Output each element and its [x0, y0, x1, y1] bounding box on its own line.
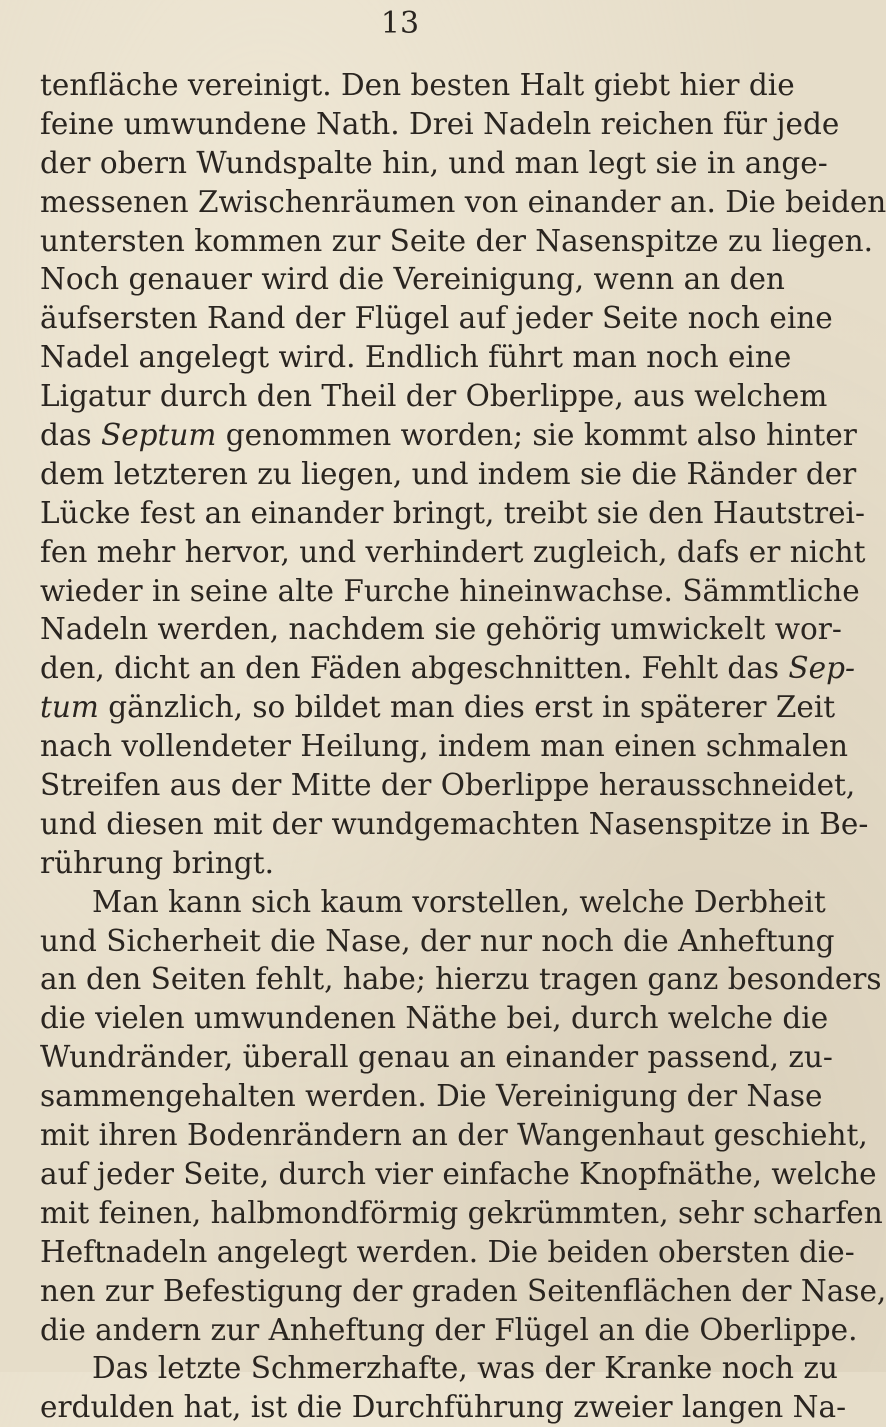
text-line: fen mehr hervor, und verhindert zugleich, dafs er nicht — [40, 534, 866, 569]
text-line — [40, 649, 855, 688]
italic-term: Septum — [101, 418, 217, 453]
text-line: feine umwundene Nath. Drei Nadeln reichen für jede — [40, 106, 840, 141]
text-line: mit feinen, halbmondförmig gekrümmten, sehr scharfen — [40, 1195, 883, 1230]
text-line: und Sicherheit die Nase, der nur noch die Anheftung — [40, 923, 835, 958]
italic-term: tum — [40, 690, 99, 725]
text-line: sammengehalten werden. Die Vereinigung der Nase — [40, 1079, 823, 1114]
text-line: messenen Zwischenräumen von einander an. Die beiden — [40, 184, 886, 219]
text-line-segment: das — [40, 418, 101, 453]
text-line: Nadeln werden, nachdem sie gehörig umwickelt wor- — [40, 612, 842, 647]
text-line: nach vollendeter Heilung, indem man einen schmalen — [40, 729, 848, 764]
text-line: Das letzte Schmerzhafte, was der Kranke noch zu — [92, 1351, 838, 1386]
text-line: dem letzteren zu liegen, und indem sie die Ränder der — [40, 456, 857, 491]
text-line-segment: gänzlich, so bildet man dies erst in späterer Zeit — [98, 690, 836, 725]
text-line: Ligatur durch den Theil der Oberlippe, aus welchem — [40, 379, 828, 414]
text-line: die andern zur Anheftung der Flügel an die Oberlippe. — [40, 1312, 858, 1347]
text-line-segment: genommen worden; sie kommt also hinter — [216, 418, 857, 453]
text-line: der obern Wundspalte hin, und man legt sie in ange- — [40, 145, 828, 180]
text-line: Nadel angelegt wird. Endlich führt man noch eine — [40, 340, 792, 375]
page-number: 13 — [380, 6, 420, 41]
text-line: Lücke fest an einander bringt, treibt sie den Hautstrei- — [40, 495, 865, 530]
text-line-segment: den, dicht an den Fäden abgeschnitten. Fehlt das — [40, 651, 789, 686]
text-line: erdulden hat, ist die Durchführung zweier langen Na- — [40, 1390, 847, 1425]
text-line: die vielen umwundenen Näthe bei, durch welche die — [40, 1001, 829, 1036]
text-line: mit ihren Bodenrändern an der Wangenhaut geschieht, — [40, 1118, 868, 1153]
text-line: Man kann sich kaum vorstellen, welche Derbheit — [92, 884, 826, 919]
text-line: Heftnadeln angelegt werden. Die beiden obersten die- — [40, 1234, 855, 1269]
text-line: äufsersten Rand der Flügel auf jeder Seite noch eine — [40, 301, 833, 336]
text-line: Noch genauer wird die Vereinigung, wenn an den — [40, 262, 785, 297]
text-line: untersten kommen zur Seite der Nasenspitze zu liegen. — [40, 223, 873, 258]
text-line: auf jeder Seite, durch vier einfache Knopfnäthe, welche — [40, 1156, 877, 1191]
text-line: nen zur Befestigung der graden Seitenflächen der Nase, — [40, 1273, 886, 1308]
text-line: rührung bringt. — [40, 845, 274, 880]
text-line — [40, 416, 857, 455]
text-line — [40, 688, 836, 727]
text-line: Wundränder, überall genau an einander passend, zu- — [40, 1040, 833, 1075]
text-line: tenfläche vereinigt. Den besten Halt giebt hier die — [40, 68, 795, 102]
body-text — [40, 66, 886, 1427]
italic-term: Sep- — [788, 651, 855, 686]
text-line: an den Seiten fehlt, habe; hierzu tragen ganz besonders — [40, 962, 882, 997]
text-line: und diesen mit der wundgemachten Nasenspitze in Be- — [40, 806, 869, 841]
text-line: Streifen aus der Mitte der Oberlippe herausschneidet, — [40, 768, 856, 803]
text-line: wieder in seine alte Furche hineinwachse. Sämmtliche — [40, 573, 860, 608]
